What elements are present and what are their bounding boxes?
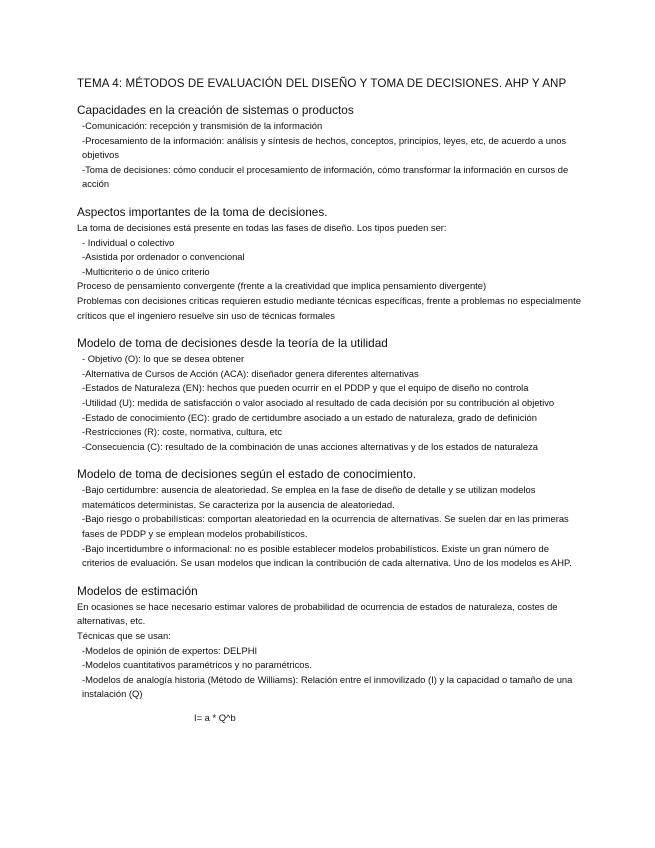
text-line: Proceso de pensamiento convergente (frente a la creatividad que implica pensamiento divergente) [77,280,487,292]
text-line: -Bajo riesgo o probabilísticas: comportan aleatoriedad en la ocurrencia de alternativas. Se suelen dar en las primeras fases de PDDP y se emplean modelos probabilísticos. [82,513,569,540]
section-heading: Capacidades en la creación de sistemas o productos [77,103,354,117]
text-line: -Modelos de analogía historia (Método de Williams): Relación entre el inmovilizado (I) y la capacidad o tamaño de una instalación (Q) [82,673,573,700]
text-line: -Restricciones (R): coste, normativa, cultura, etc [82,426,283,438]
text-line: -Alternativa de Cursos de Acción (ACA): diseñador genera diferentes alternativas [82,367,419,379]
text-line: -Modelos de opinión de expertos: DELPHI [82,644,258,656]
section-aspectos [77,205,582,323]
text-line: -Bajo certidumbre: ausencia de aleatoriedad. Se emplea en la fase de diseño de detalle y se utilizan modelos matemáticos deterministas. Se caracteriza por la ausencia de aleatoriedad. [82,484,536,510]
section-utilidad [77,336,582,454]
section-heading: Aspectos importantes de la toma de decisiones. [77,204,328,219]
text-line: -Estado de conocimiento (EC): grado de certidumbre asociado a un estado de naturaleza, grado de definición [82,411,537,423]
text-line: -Procesamiento de la información: análisis y síntesis de hechos, conceptos, principios, leyes, etc, de acuerdo a unos objetivos [82,134,567,161]
section-capacidades [77,103,582,192]
text-line: - Objetivo (O): lo que se desea obtener [82,353,245,365]
document-page [77,77,582,735]
text-line: -Toma de decisiones: cómo conducir el procesamiento de información, cómo transformar la información en cursos de acción [82,163,569,190]
section-heading: Modelo de toma de decisiones según el estado de conocimiento. [77,467,417,482]
text-line: - Individual o colectivo [82,236,175,248]
text-line: -Utilidad (U): medida de satisfacción o valor asociado al resultado de cada decisión por su contribución al objetivo [82,396,555,408]
text-line: En ocasiones se hace necesario estimar valores de probabilidad de ocurrencia de estados de naturaleza, costes de alternativas, etc. [77,600,558,627]
text-line: -Consecuencia (C): resultado de la combinación de unas acciones alternativas y de los estados de naturaleza [82,440,538,452]
text-line: -Multicriterio o de único criterio [82,265,210,277]
williams-formula: I= a * Q^b [194,712,236,724]
document-title: TEMA 4: MÉTODOS DE EVALUACIÓN DEL DISEÑO Y TOMA DE DECISIONES. AHP Y ANP [77,77,567,90]
text-line: -Modelos cuantitativos paramétricos y no paramétricos. [82,659,312,671]
text-line: La toma de decisiones está presente en todas las fases de diseño. Los tipos pueden ser: [77,221,447,233]
text-line: -Asistida por ordenador o convencional [82,251,245,263]
section-estimacion [77,584,582,726]
text-line: -Estados de Naturaleza (EN): hechos que pueden ocurrir en el PDDP y que el equipo de diseño no controla [82,382,529,394]
section-heading: Modelo de toma de decisiones desde la teoría de la utilidad [77,336,388,351]
text-line: Problemas con decisiones críticas requieren estudio mediante técnicas específicas, frente a problemas no especialmente críticos que el ingeniero resuelve sin uso de técnicas formales [77,294,581,321]
section-heading: Modelos de estimación [77,583,198,598]
section-conocimiento [77,467,582,571]
text-line: Técnicas que se usan: [77,630,171,642]
text-line: -Comunicación: recepción y transmisión de la información [82,120,323,131]
text-line: -Bajo incertidumbre o informacional: no es posible establecer modelos probabilísticos. Existe un gran número de criterios de evaluación. Se usan modelos que indican la contribución de cada alternativa. Uno de los modelos es AHP. [82,542,572,569]
